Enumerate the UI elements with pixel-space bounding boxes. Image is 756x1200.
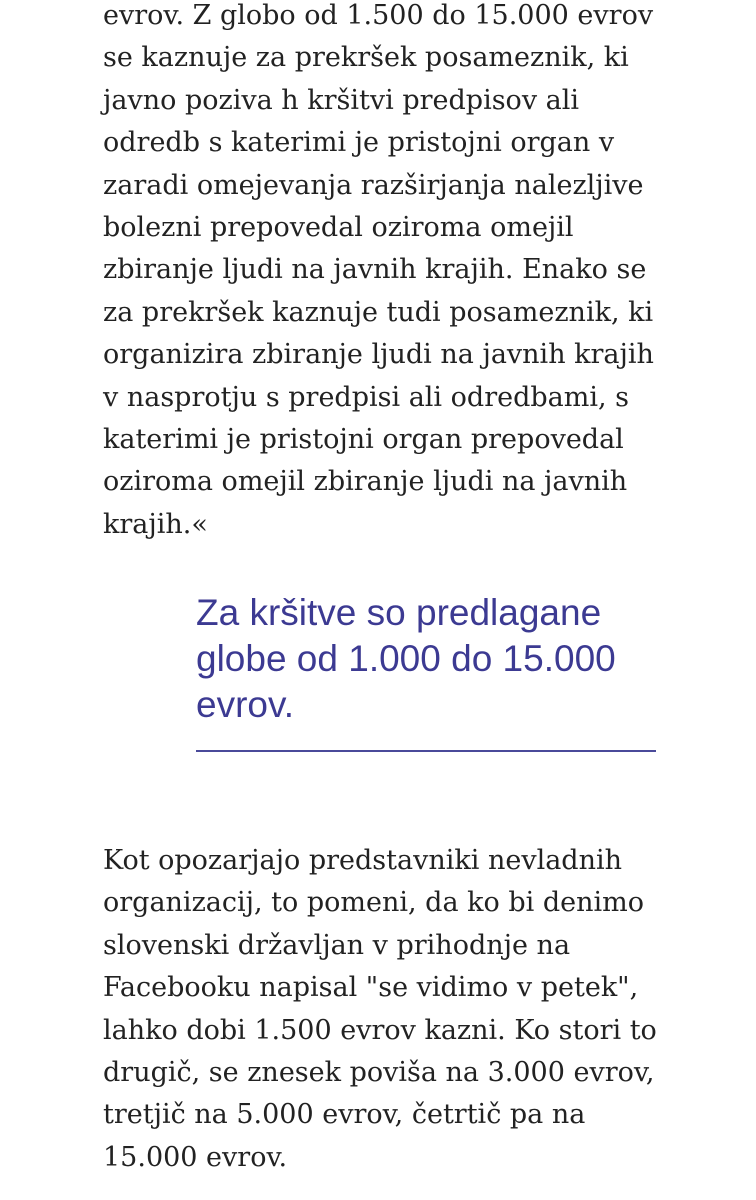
paragraph-line: Kot opozarjajo predstavniki nevladnih: [103, 845, 622, 876]
paragraph-line: lahko dobi 1.500 evrov kazni. Ko stori to: [103, 1014, 657, 1046]
paragraph-line: javno poziva h kršitvi predpisov ali: [103, 84, 580, 116]
paragraph-line: tretjič na 5.000 evrov, četrtič pa na: [103, 1099, 586, 1131]
pull-quote-line: evrov.: [196, 684, 295, 725]
paragraph-line: krajih.«: [103, 508, 208, 540]
paragraph-line: 15.000 evrov.: [103, 1141, 288, 1173]
paragraph-line: zaradi omejevanja razširjanja nalezljive: [103, 169, 644, 201]
pull-quote-line: Za kršitve so predlagane: [196, 592, 602, 633]
paragraph-line: organizacij, to pomeni, da ko bi denimo: [103, 887, 644, 919]
paragraph-line: za prekršek kaznuje tudi posameznik, ki: [103, 296, 654, 328]
article-paragraph-bottom: [103, 840, 683, 1179]
paragraph-line: odredb s katerimi je pristojni organ v: [103, 127, 615, 159]
pull-quote-line: globe od 1.000 do 15.000: [196, 638, 616, 679]
paragraph-line: v nasprotju s predpisi ali odredbami, s: [103, 381, 629, 413]
paragraph-line: bolezni prepovedal oziroma omejil: [103, 212, 574, 244]
paragraph-line: se kaznuje za prekršek posameznik, ki: [103, 42, 629, 74]
paragraph-line: katerimi je pristojni organ prepovedal: [103, 424, 624, 456]
paragraph-line: organizira zbiranje ljudi na javnih krajih: [103, 339, 654, 371]
paragraph-line: drugič, se znesek poviša na 3.000 evrov,: [103, 1057, 655, 1089]
paragraph-line: evrov. Z globo od 1.500 do 15.000 evrov: [103, 0, 654, 31]
pull-quote-text: [196, 590, 656, 728]
paragraph-line: oziroma omejil zbiranje ljudi na javnih: [103, 466, 628, 498]
paragraph-line: Facebooku napisal "se vidimo v petek",: [103, 972, 639, 1004]
paragraph-line: zbiranje ljudi na javnih krajih. Enako se: [103, 254, 647, 286]
pull-quote: [196, 590, 656, 752]
article-paragraph-top: [103, 0, 683, 546]
paragraph-line: slovenski državljan v prihodnje na: [103, 929, 571, 961]
